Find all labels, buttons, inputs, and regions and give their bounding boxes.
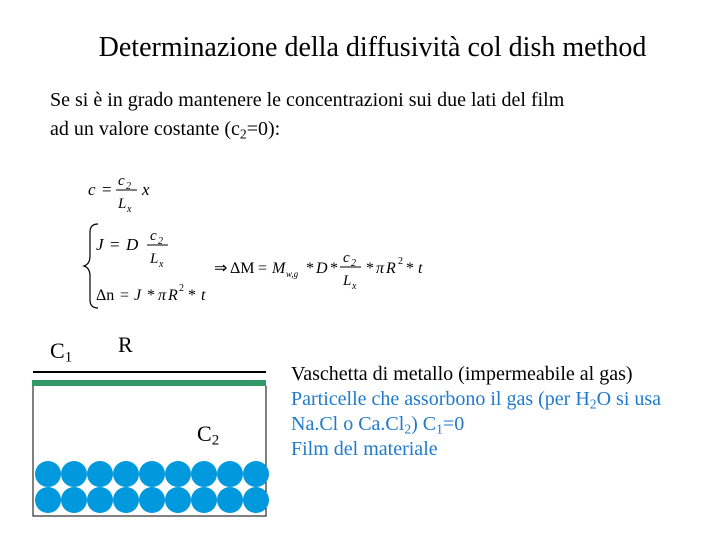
flux-equation — [96, 228, 168, 270]
implies-arrow: ⇒ — [214, 260, 228, 277]
eq3-j: J — [134, 287, 142, 304]
eq3-times-1: * — [147, 287, 155, 304]
mass-equation — [96, 283, 206, 304]
particle — [243, 461, 269, 487]
concentration-equation — [88, 173, 150, 215]
res-times-4: * — [406, 260, 414, 277]
eq2-num-sub: 2 — [158, 236, 163, 247]
res-den-sub: x — [352, 281, 357, 292]
eq2-den-l: L — [150, 251, 159, 267]
res-m: M — [272, 260, 286, 277]
note-dish: Vaschetta di metallo (impermeabile al gas) — [291, 363, 633, 385]
eq1-num-c: c — [118, 173, 125, 189]
radius-label: R — [118, 332, 133, 357]
res-times-2: * — [330, 260, 338, 277]
particle — [87, 487, 113, 513]
particle — [165, 487, 191, 513]
c1-label: $C_1$ — [50, 338, 73, 366]
eq3-times-2: * — [188, 287, 196, 304]
absorbent-particles — [35, 461, 269, 513]
eq2-num-c: c — [150, 228, 157, 244]
res-m-sub: w,g — [286, 269, 299, 279]
eq1-equals: = — [102, 180, 112, 199]
res-r: R — [386, 260, 396, 277]
particle — [191, 461, 217, 487]
particle — [139, 487, 165, 513]
result-equation — [214, 250, 423, 292]
eq1-x: x — [142, 180, 150, 199]
intro-line-1: Se si è in grado mantenere le concentrazioni sui due lati del film — [50, 89, 565, 111]
particle — [243, 487, 269, 513]
res-num-sub: 2 — [351, 258, 356, 269]
particle — [139, 461, 165, 487]
slide-title: Determinazione della diffusività col dish method — [98, 32, 647, 63]
particle — [113, 461, 139, 487]
eq3-pi: π — [158, 287, 167, 304]
eq1-c: c — [88, 180, 96, 199]
particle — [61, 487, 87, 513]
eq3-r: R — [168, 287, 178, 304]
particle — [217, 487, 243, 513]
eq3-dn: Δn — [96, 287, 115, 304]
particle — [113, 487, 139, 513]
res-dm: ΔM — [230, 260, 255, 277]
eq1-num-sub: 2 — [126, 181, 131, 192]
eq2-j: J — [96, 235, 104, 254]
particle — [165, 461, 191, 487]
eq2-d: D — [126, 235, 139, 254]
diffusion-equations — [80, 168, 480, 313]
particle — [61, 461, 87, 487]
res-times-3: * — [366, 260, 374, 277]
particle — [35, 487, 61, 513]
res-equals: = — [258, 260, 268, 277]
metal-dish — [33, 386, 266, 516]
res-t: t — [418, 260, 423, 277]
res-num-c: c — [343, 250, 350, 266]
eq3-t: t — [201, 287, 206, 304]
res-times-1: * — [306, 260, 314, 277]
eq1-den-l: L — [118, 196, 127, 212]
eq3-square: 2 — [179, 283, 184, 294]
legend-notes — [291, 362, 711, 462]
res-pi: π — [376, 260, 385, 277]
intro-line-2: ad un valore costante $(c_2=0)$: — [50, 118, 281, 142]
eq3-equals: = — [120, 287, 130, 304]
eq1-den-sub: x — [127, 204, 132, 215]
eq2-den-sub: x — [159, 259, 164, 270]
particle — [87, 461, 113, 487]
particle — [217, 461, 243, 487]
res-square: 2 — [398, 256, 403, 267]
particle — [35, 461, 61, 487]
intro-text — [50, 86, 690, 144]
particle — [191, 487, 217, 513]
c2-label: $C_2$ — [197, 421, 220, 449]
note-film: Film del materiale — [291, 438, 438, 460]
res-d: D — [316, 260, 328, 277]
note-particles: Particelle che assorbono il gas (per $H_2O$ si usa Na.Cl o $Ca.Cl_2$) $C_1=0$ — [291, 388, 662, 437]
eq2-equals: = — [110, 235, 120, 254]
res-den-l: L — [343, 273, 352, 289]
